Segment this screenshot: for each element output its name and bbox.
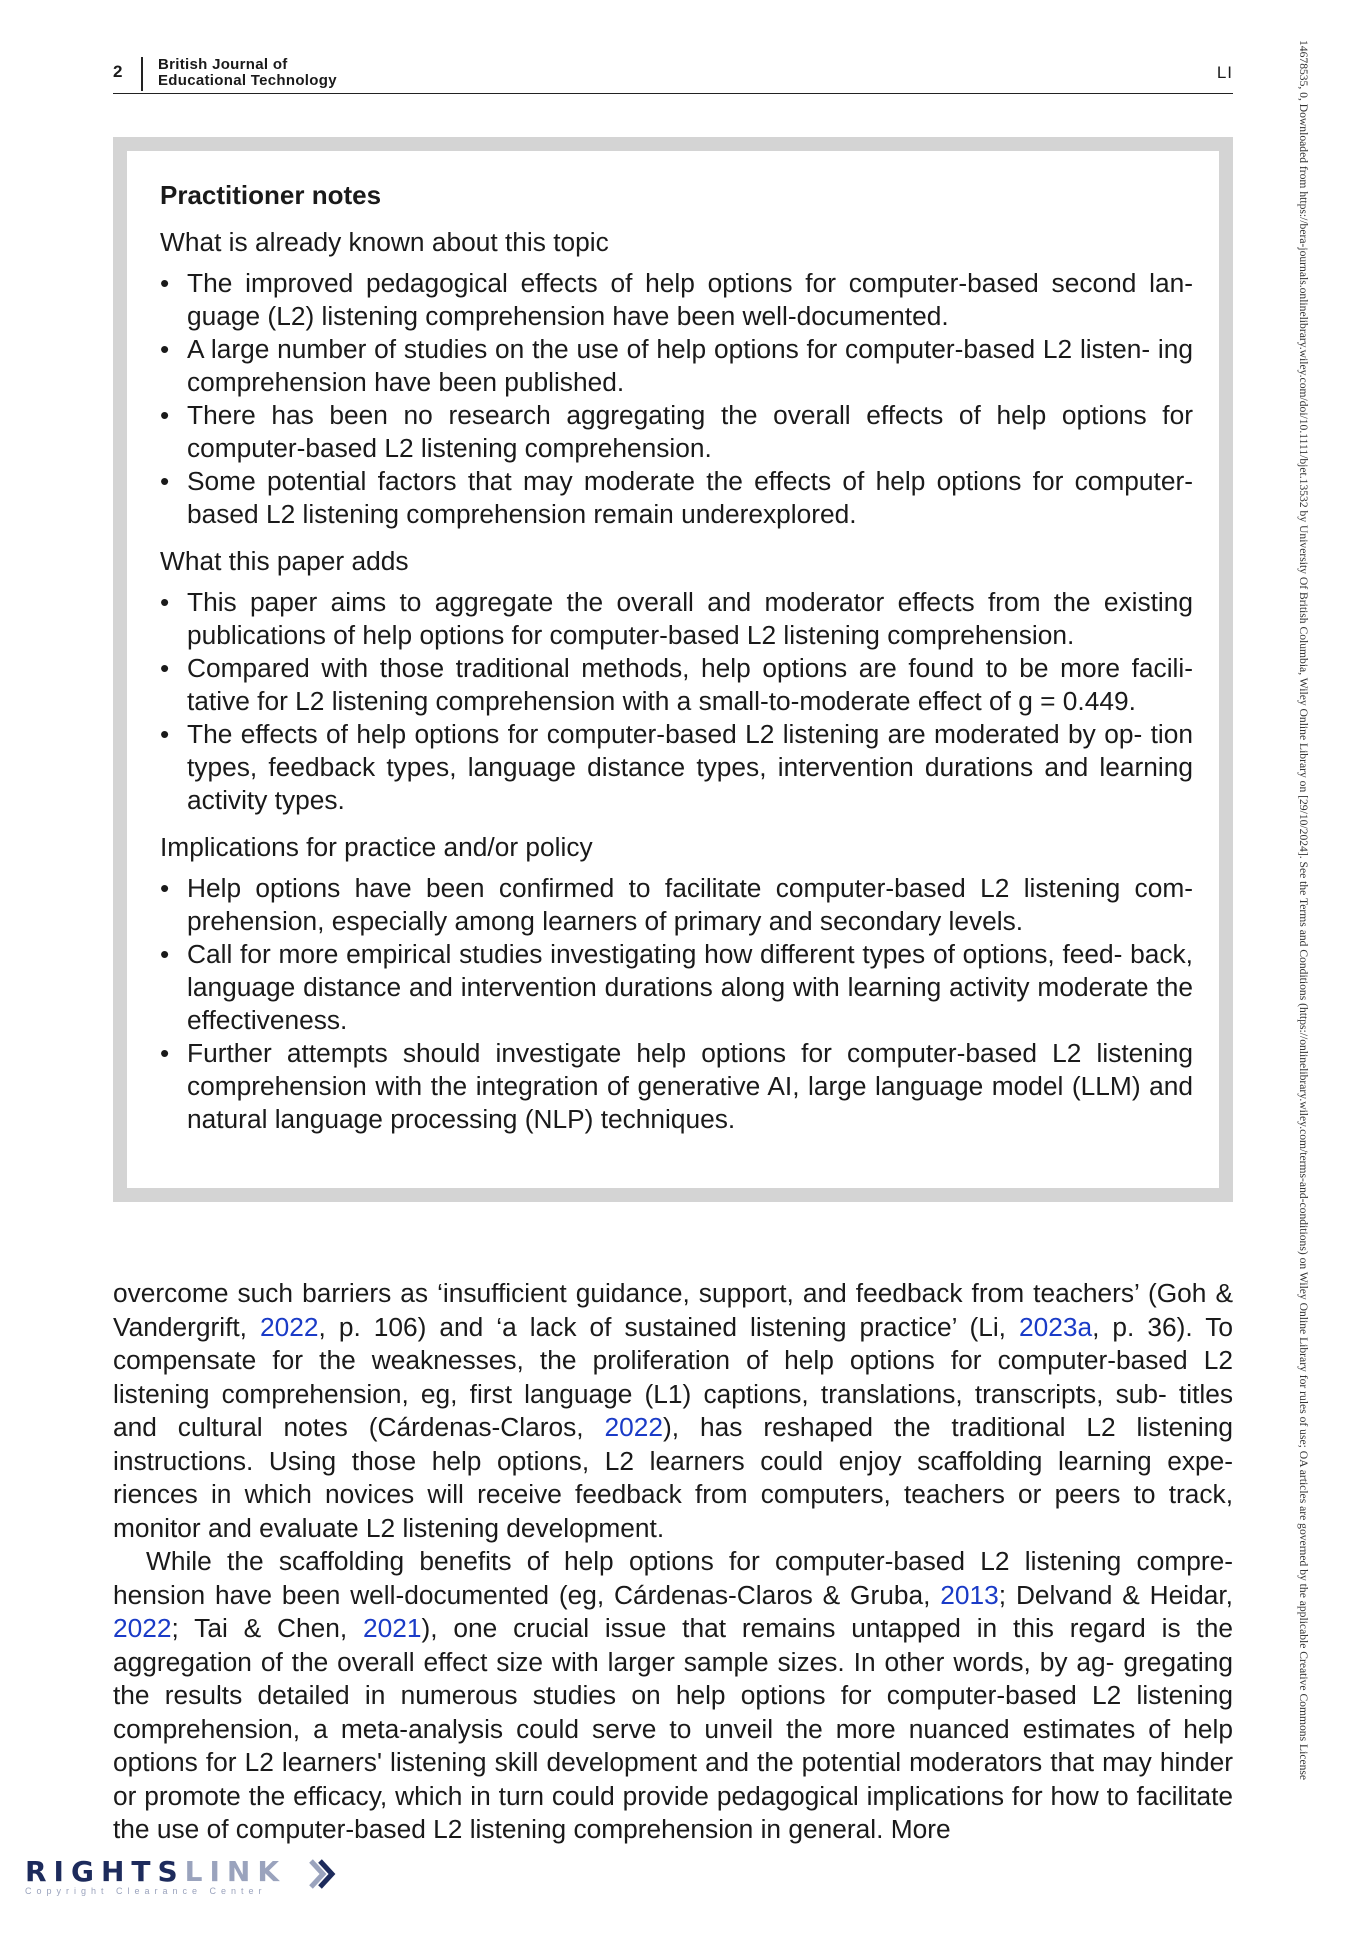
notes-bullet-item: • Further attempts should investigate help options for computer-based L2 listening comprehension with the integration of generative AI, large language model (LLM) and natural language processing (NLP) techniques.	[160, 1037, 1193, 1136]
notes-bullet-item: • This paper aims to aggregate the overall and moderator effects from the existing publications of help options for computer-based L2 listening comprehension.	[160, 586, 1193, 652]
practitioner-notes-sections	[160, 226, 1193, 1136]
header-separator	[141, 57, 143, 91]
rightslink-arrow-icon	[305, 1857, 339, 1891]
notes-bullet-list	[160, 872, 1193, 1136]
notes-bullet-item: • The effects of help options for computer-based L2 listening are moderated by op- tion types, feedback types, language distance types, intervention durations and learning activity types.	[160, 718, 1193, 817]
rightslink-wordmark	[25, 1855, 345, 1888]
body-text-run: ), has reshaped the traditional L2 listening instructions. Using those help options, L2 learners could enjoy scaffolding learning expe- riences in which novices will receive feedback from computers, teachers or peers to track, monitor and evaluate L2 listening development.	[113, 1412, 1233, 1543]
citation-year-link[interactable]: 2013	[940, 1579, 999, 1610]
practitioner-notes-content	[160, 179, 1193, 1136]
notes-section-heading: Implications for practice and/or policy	[160, 832, 593, 862]
practitioner-notes-box	[113, 137, 1233, 1202]
notes-section-heading: What is already known about this topic	[160, 227, 609, 257]
citation-year-link[interactable]: 2021	[363, 1613, 422, 1643]
page-number: 2	[113, 62, 123, 81]
body-text	[113, 1277, 1233, 1847]
journal-name-line2: Educational Technology	[158, 72, 337, 89]
running-header	[113, 55, 1233, 94]
notes-bullet-item: • There has been no research aggregating the overall effects of help options for computer-based L2 listening comprehension.	[160, 399, 1193, 465]
notes-bullet-list	[160, 586, 1193, 817]
notes-bullet-item: • A large number of studies on the use of help options for computer-based L2 listen- ing comprehension have been published.	[160, 333, 1193, 399]
body-text-run: , p. 36). To compensate for the weaknesses, the proliferation of help options for computer-based L2 listening comprehension, eg, first language (L1) captions, translations, transcripts, sub- titles and cultural notes (Cárdenas-Claros,	[113, 1311, 1233, 1442]
citation-year-link[interactable]: 2022	[260, 1311, 319, 1342]
rightslink-tagline: Copyright Clearance Center	[25, 1886, 267, 1896]
notes-bullet-item: • The improved pedagogical effects of help options for computer-based second lan- guage (L2) listening comprehension have been well-documented.	[160, 267, 1193, 333]
notes-bullet-item: • Some potential factors that may moderate the effects of help options for computer- based L2 listening comprehension remain underexplored.	[160, 465, 1193, 531]
citation-year-link[interactable]: 2022	[113, 1613, 172, 1643]
body-text-run: ; Tai & Chen,	[171, 1613, 363, 1643]
body-paragraph-1	[113, 1277, 1233, 1545]
body-text-run: ; Delvand & Heidar,	[998, 1579, 1233, 1610]
rightslink-word-dark: RIGHTS	[25, 1855, 185, 1888]
running-author: LI	[1216, 63, 1233, 82]
body-paragraph-2	[113, 1545, 1233, 1847]
practitioner-notes-title: Practitioner notes	[160, 180, 382, 210]
body-text-run: While the scaffolding benefits of help options for computer-based L2 listening compre- hension have been well-documented (eg, Cárdenas-Claros & Gruba,	[113, 1546, 1233, 1610]
notes-bullet-list	[160, 267, 1193, 531]
download-side-note: 14678535, 0, Downloaded from https://bera-journals.onlinelibrary.wiley.com/doi/10.1111/bjet.13532 by University Of British Columbia, Wiley Online Library on [29/10/2024]. See the Terms and Conditions (https://onlinelibrary.wiley.com/terms-and-conditions) on Wiley Online Library for rules of use; OA articles are governed by the applicable Creative Commons License	[1297, 40, 1310, 1781]
notes-bullet-item: • Call for more empirical studies investigating how different types of options, feed- back, language distance and intervention durations along with learning activity moderate the effectiveness.	[160, 938, 1193, 1037]
notes-bullet-item: • Compared with those traditional methods, help options are found to be more facili- tative for L2 listening comprehension with a small-to-moderate effect of g = 0.449.	[160, 652, 1193, 718]
journal-name-line1: British Journal of	[158, 56, 288, 73]
body-text-run: ), one crucial issue that remains untapped in this regard is the aggregation of the overall effect size with larger sample sizes. In other words, by ag- gregating the results detailed in numerous studies on help options for computer-based L2 listening comprehension, a meta-analysis could serve to unveil the more nuanced estimates of help options for L2 learners' listening skill development and the potential moderators that may hinder or promote the efficacy, which in turn could provide pedagogical implications for how to facilitate the use of computer-based L2 listening comprehension in general. More	[113, 1613, 1233, 1844]
body-text-run: overcome such barriers as ‘insufficient guidance, support, and feedback from teachers’ (Goh & Vandergrift,	[113, 1278, 1233, 1342]
notes-section-heading: What this paper adds	[160, 546, 409, 576]
citation-year-link[interactable]: 2022	[604, 1412, 664, 1442]
practitioner-notes-inner	[127, 151, 1219, 1188]
notes-bullet-item: • Help options have been confirmed to facilitate computer-based L2 listening com- prehension, especially among learners of primary and secondary levels.	[160, 872, 1193, 938]
journal-name	[158, 57, 337, 89]
body-text-run: , p. 106) and ‘a lack of sustained listening practice’ (Li,	[318, 1311, 1019, 1342]
rightslink-logo	[25, 1855, 345, 1907]
citation-year-link[interactable]: 2023a	[1018, 1311, 1093, 1342]
rightslink-word-light: LINK	[184, 1855, 287, 1888]
